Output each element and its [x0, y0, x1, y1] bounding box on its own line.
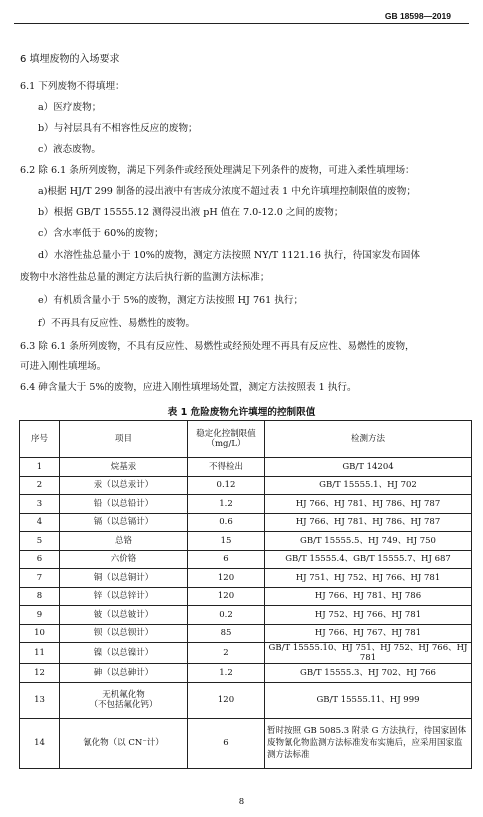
row-limit: 120 — [188, 682, 265, 718]
row-method: 暂时按照 GB 5085.3 附录 G 方法执行，待国家固体废物氰化物监测方法标准发布实施后，应采用国家监测方法标准 — [265, 718, 472, 768]
row-no: 12 — [20, 664, 60, 683]
header-no: 序号 — [20, 421, 60, 458]
header-limit-name: 稳定化控制限值 — [196, 429, 256, 439]
control-limits-table — [19, 420, 472, 769]
table-row — [20, 532, 472, 551]
row-method: HJ 766、HJ 781、HJ 786 — [265, 587, 472, 606]
row-item: 铅（以总铅计） — [60, 495, 188, 514]
clause-6-2-item-d: d）水溶性盐总量小于 10%的废物，测定方法按照 NY/T 1121.16 执行，待国家发布固体 — [38, 250, 420, 261]
row-limit: 120 — [188, 569, 265, 588]
row-limit: 1.2 — [188, 664, 265, 683]
clause-6-2-item-e: e）有机质含量小于 5%的废物，测定方法按照 HJ 761 执行； — [38, 295, 304, 306]
row-no: 7 — [20, 569, 60, 588]
row-limit: 6 — [188, 550, 265, 569]
row-item — [60, 682, 188, 718]
row-method: HJ 766、HJ 781、HJ 786、HJ 787 — [265, 495, 472, 514]
clause-6-1: 6.1 下列废物不得填埋： — [20, 81, 125, 92]
section-title: 6 填埋废物的入场要求 — [20, 54, 120, 65]
row-item: 六价铬 — [60, 550, 188, 569]
row-no: 2 — [20, 476, 60, 495]
clause-6-2-item-a: a)根据 HJ/T 299 制备的浸出液中有害成分浓度不超过表 1 中允许填埋控制限值的废物； — [38, 186, 416, 197]
row-method: HJ 766、HJ 767、HJ 781 — [265, 624, 472, 643]
header-rule — [14, 23, 469, 24]
table-row — [20, 513, 472, 532]
row-no: 3 — [20, 495, 60, 514]
table-row — [20, 569, 472, 588]
table-caption: 表 1 危险废物允许填埋的控制限值 — [167, 407, 316, 418]
table-row — [20, 682, 472, 718]
header-limit-unit: （mg/L） — [206, 439, 246, 449]
row-method: HJ 766、HJ 781、HJ 786、HJ 787 — [265, 513, 472, 532]
row-item: 镉（以总镉计） — [60, 513, 188, 532]
row-limit: 1.2 — [188, 495, 265, 514]
row-item: 铜（以总铜计） — [60, 569, 188, 588]
row-limit: 15 — [188, 532, 265, 551]
row-no: 4 — [20, 513, 60, 532]
table-row — [20, 458, 472, 477]
clause-6-3-continued: 可进入刚性填埋场。 — [20, 361, 107, 372]
table-row — [20, 606, 472, 625]
row-no: 10 — [20, 624, 60, 643]
page-number: 8 — [238, 797, 245, 807]
row-item: 铍（以总铍计） — [60, 606, 188, 625]
row-item: 氰化物（以 CN⁻计） — [60, 718, 188, 768]
row-limit: 6 — [188, 718, 265, 768]
row-no: 11 — [20, 643, 60, 664]
clause-6-2-item-b: b）根据 GB/T 15555.12 测得浸出液 pH 值在 7.0-12.0 之间的废物； — [38, 207, 344, 218]
table-row — [20, 643, 472, 664]
row-item: 汞（以总汞计） — [60, 476, 188, 495]
row-method: GB/T 15555.1、HJ 702 — [265, 476, 472, 495]
row-item: 砷（以总砷计） — [60, 664, 188, 683]
header-limit — [188, 421, 265, 458]
row-method: GB/T 15555.3、HJ 702、HJ 766 — [265, 664, 472, 683]
clause-6-2-item-f: f）不再具有反应性、易燃性的废物。 — [38, 318, 196, 329]
clause-6-3: 6.3 除 6.1 条所列废物，不具有反应性、易燃性或经预处理不再具有反应性、易燃性的废物， — [20, 341, 415, 352]
table-row — [20, 550, 472, 569]
row-method: GB/T 15555.10、HJ 751、HJ 752、HJ 766、HJ 781 — [265, 643, 472, 664]
clause-6-4: 6.4 砷含量大于 5%的废物，应进入刚性填埋场处置，测定方法按照表 1 执行。 — [20, 382, 357, 393]
row-method: HJ 752、HJ 766、HJ 781 — [265, 606, 472, 625]
table-row — [20, 624, 472, 643]
row-item-line1: 无机氟化物 — [102, 690, 145, 700]
table-body — [20, 458, 472, 769]
row-method: HJ 751、HJ 752、HJ 766、HJ 781 — [265, 569, 472, 588]
header-item: 项目 — [60, 421, 188, 458]
row-method: GB/T 14204 — [265, 458, 472, 477]
clause-6-2-item-c: c）含水率低于 60%的废物； — [38, 228, 164, 239]
clause-6-1-item-a: a）医疗废物； — [38, 102, 102, 113]
row-item-line2: （不包括氟化钙） — [89, 700, 158, 710]
clause-6-1-item-b: b）与衬层具有不相容性反应的废物； — [38, 123, 198, 134]
row-no: 9 — [20, 606, 60, 625]
clause-6-1-item-c: c）液态废物。 — [38, 144, 101, 155]
table-row — [20, 476, 472, 495]
standard-number: GB 18598—2019 — [384, 11, 451, 21]
row-no: 6 — [20, 550, 60, 569]
table-row — [20, 587, 472, 606]
header-method: 检测方法 — [265, 421, 472, 458]
row-no: 13 — [20, 682, 60, 718]
table-row — [20, 718, 472, 768]
row-item: 烷基汞 — [60, 458, 188, 477]
row-method: GB/T 15555.5、HJ 749、HJ 750 — [265, 532, 472, 551]
row-item: 镍（以总镍计） — [60, 643, 188, 664]
row-no: 8 — [20, 587, 60, 606]
row-limit: 85 — [188, 624, 265, 643]
row-no: 14 — [20, 718, 60, 768]
row-limit: 120 — [188, 587, 265, 606]
row-limit: 2 — [188, 643, 265, 664]
row-limit: 0.6 — [188, 513, 265, 532]
row-method: GB/T 15555.11、HJ 999 — [265, 682, 472, 718]
row-limit: 0.12 — [188, 476, 265, 495]
clause-6-2-item-d-continued: 废物中水溶性盐总量的测定方法后执行新的监测方法标准； — [20, 272, 270, 283]
table-header-row — [20, 421, 472, 458]
row-no: 5 — [20, 532, 60, 551]
row-item: 总铬 — [60, 532, 188, 551]
table-row — [20, 664, 472, 683]
clause-6-2: 6.2 除 6.1 条所列废物，满足下列条件或经预处理满足下列条件的废物，可进入柔性填埋场： — [20, 165, 415, 176]
row-item: 锌（以总锌计） — [60, 587, 188, 606]
row-method: GB/T 15555.4、GB/T 15555.7、HJ 687 — [265, 550, 472, 569]
row-no: 1 — [20, 458, 60, 477]
table-row — [20, 495, 472, 514]
row-limit: 不得检出 — [188, 458, 265, 477]
row-item: 钡（以总钡计） — [60, 624, 188, 643]
row-limit: 0.2 — [188, 606, 265, 625]
